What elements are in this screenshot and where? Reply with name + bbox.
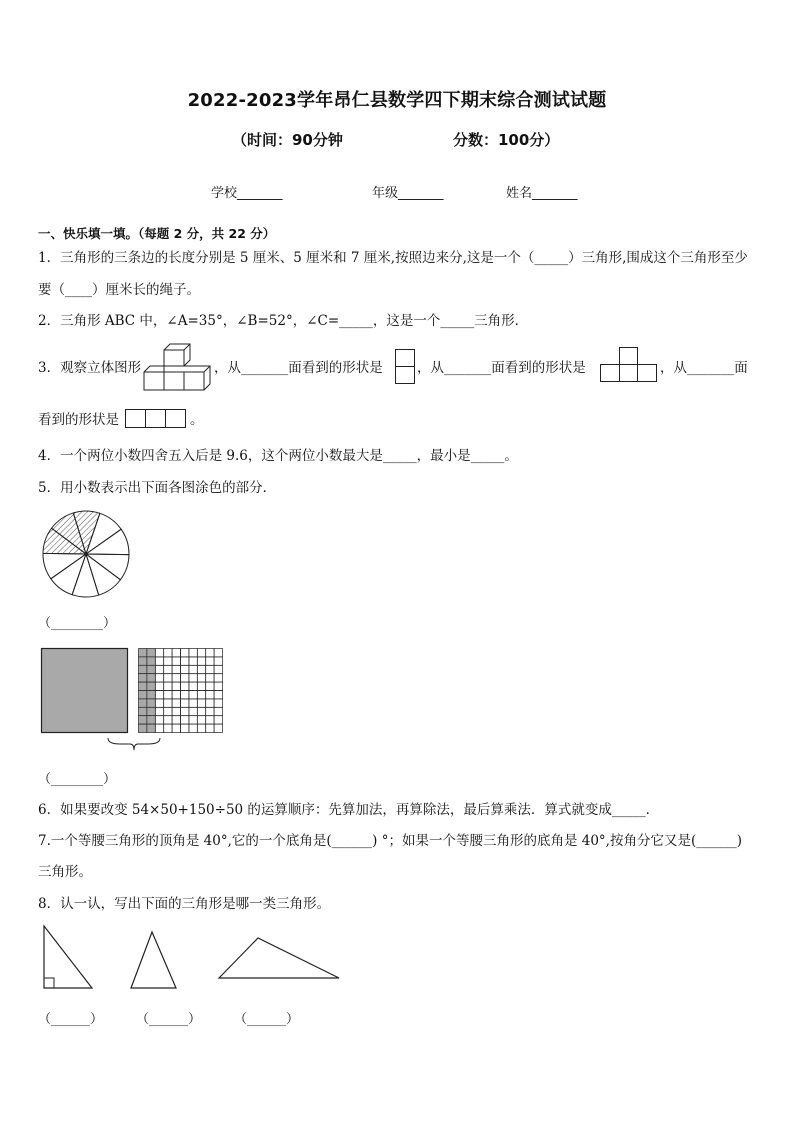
grid-cell — [147, 707, 155, 715]
grid-cell — [147, 699, 155, 707]
grid-cell — [181, 707, 189, 715]
grid-cell — [139, 699, 147, 707]
grid-cell — [155, 699, 163, 707]
grid-cell — [181, 682, 189, 690]
grid-cell — [189, 716, 197, 724]
grid-cell — [139, 724, 147, 732]
grid-cell — [164, 682, 172, 690]
grid-cell — [197, 691, 205, 699]
grid-cell — [214, 707, 222, 715]
grid-cell — [206, 665, 214, 673]
grid-cell — [147, 716, 155, 724]
grid-cell — [147, 674, 155, 682]
question-5: 5．用小数表示出下面各图涂色的部分． — [38, 480, 277, 496]
question-3-c: ，从_______面看到的形状是 — [417, 360, 586, 376]
grid-cell — [206, 707, 214, 715]
grid-cell — [181, 699, 189, 707]
grid-cell — [147, 665, 155, 673]
brace-mark — [106, 736, 162, 752]
grid-cell — [147, 657, 155, 665]
question-6: 6．如果要改变 54×50+150÷50 的运算顺序：先算加法，再算除法，最后算乘法．算式就变成_____． — [38, 802, 660, 818]
question-3-b: ，从_______面看到的形状是 — [214, 360, 383, 376]
question-5-answer-2: （________） — [38, 772, 117, 787]
grid-cell — [189, 657, 197, 665]
grid-cell — [147, 691, 155, 699]
grid-cell — [155, 707, 163, 715]
grid-cell — [189, 699, 197, 707]
question-8-answer-1: （______） — [38, 1012, 104, 1027]
shaded-circle-figure — [40, 508, 132, 600]
grid-cell — [164, 707, 172, 715]
question-3-d: ，从_______面 — [660, 360, 748, 376]
grid-cell — [189, 724, 197, 732]
view-shape-2 — [600, 347, 658, 383]
grid-cell — [164, 699, 172, 707]
grid-cell — [147, 724, 155, 732]
grid-cell — [189, 691, 197, 699]
question-8-answer-3: （______） — [234, 1012, 300, 1027]
grid-cell — [197, 707, 205, 715]
grid-cell — [206, 724, 214, 732]
grid-cell — [206, 716, 214, 724]
grid-cell — [214, 657, 222, 665]
grade-field: 年级_______ — [372, 186, 444, 201]
grid-cell — [197, 699, 205, 707]
grid-cell — [172, 716, 180, 724]
question-4: 4．一个两位小数四舍五入后是 9.6，这个两位小数最大是_____，最小是_____。 — [38, 448, 518, 464]
grid-cell — [172, 691, 180, 699]
question-5-answer-1: （________） — [38, 616, 117, 631]
grid-cell — [139, 716, 147, 724]
grid-cell — [214, 665, 222, 673]
grid-cell — [147, 649, 155, 657]
grid-cell — [155, 657, 163, 665]
question-7-line-2: 三角形。 — [38, 864, 92, 880]
question-8: 8．认一认，写出下面的三角形是哪一类三角形。 — [38, 896, 331, 912]
grid-cell — [139, 682, 147, 690]
section-title: 一、快乐填一填。（每题 2 分，共 22 分） — [38, 226, 276, 241]
grid-cell — [214, 682, 222, 690]
grid-cell — [172, 724, 180, 732]
name-field: 姓名_______ — [506, 186, 578, 201]
grid-cell — [197, 649, 205, 657]
question-3-line-2: 看到的形状是 — [38, 412, 119, 428]
grid-cell — [164, 665, 172, 673]
grid-cell — [172, 674, 180, 682]
grid-cell — [181, 665, 189, 673]
grid-cell — [139, 674, 147, 682]
grid-cell — [164, 716, 172, 724]
grid-cell — [189, 665, 197, 673]
grid-cell — [164, 657, 172, 665]
school-field: 学校_______ — [211, 186, 283, 201]
grid-cell — [206, 674, 214, 682]
grid-cell — [181, 691, 189, 699]
grid-cell — [155, 649, 163, 657]
right-triangle — [40, 924, 96, 990]
grid-cell — [139, 649, 147, 657]
grid-cell — [155, 665, 163, 673]
question-1-line-2: 要（____）厘米长的绳子。 — [38, 282, 200, 298]
grid-cell — [181, 657, 189, 665]
circle-sector — [51, 554, 86, 595]
grid-cell — [164, 724, 172, 732]
obtuse-triangle — [216, 934, 342, 980]
page-title: 2022-2023学年昂仁县数学四下期末综合测试试题 — [187, 90, 607, 111]
hundred-grid — [138, 648, 224, 736]
grid-cell — [172, 682, 180, 690]
grid-cell — [139, 657, 147, 665]
grid-cell — [214, 649, 222, 657]
grid-cell — [214, 674, 222, 682]
grid-cell — [189, 649, 197, 657]
grid-cell — [189, 707, 197, 715]
question-1-line-1: 1．三角形的三条边的长度分别是 5 厘米、5 厘米和 7 厘米,按照边来分,这是一个（_____）三角形,围成这个三角形至少 — [38, 250, 748, 266]
grid-cell — [214, 724, 222, 732]
grid-cell — [172, 699, 180, 707]
grid-cell — [206, 657, 214, 665]
view-shape-1 — [395, 349, 415, 385]
grid-cell — [214, 691, 222, 699]
question-3-a: 3．观察立体图形 — [38, 360, 142, 376]
acute-triangle — [128, 930, 180, 990]
grid-cell — [197, 716, 205, 724]
grid-cell — [147, 682, 155, 690]
grid-cell — [155, 674, 163, 682]
grid-cell — [181, 716, 189, 724]
grid-cell — [214, 699, 222, 707]
grid-cell — [172, 657, 180, 665]
grid-cell — [197, 674, 205, 682]
solid-figure — [142, 344, 214, 392]
grid-cell — [181, 674, 189, 682]
grid-cell — [206, 691, 214, 699]
question-3-end: 。 — [190, 412, 204, 428]
grid-cell — [155, 691, 163, 699]
grid-cell — [164, 691, 172, 699]
grid-cell — [164, 674, 172, 682]
grid-cell — [155, 724, 163, 732]
question-7-line-1: 7.一个等腰三角形的顶角是 40°,它的一个底角是(______) °；如果一个等腰三角形的底角是 40°,按角分它又是(______) — [38, 833, 743, 849]
grid-cell — [181, 649, 189, 657]
exam-time: （时间：90分钟 — [232, 131, 343, 149]
grid-cell — [197, 665, 205, 673]
circle-sector — [43, 553, 86, 578]
grid-cell — [155, 716, 163, 724]
grid-cell — [189, 682, 197, 690]
grid-cell — [139, 707, 147, 715]
grid-cell — [197, 682, 205, 690]
grid-cell — [197, 724, 205, 732]
circle-sector — [86, 554, 120, 595]
grid-cell — [197, 657, 205, 665]
shaded-square — [41, 648, 129, 736]
grid-cell — [172, 649, 180, 657]
grid-cell — [206, 649, 214, 657]
grid-cell — [189, 674, 197, 682]
grid-cell — [206, 682, 214, 690]
grid-cell — [139, 691, 147, 699]
grid-cell — [172, 707, 180, 715]
question-8-answer-2: （______） — [136, 1012, 202, 1027]
grid-cell — [155, 682, 163, 690]
grid-cell — [164, 649, 172, 657]
grid-cell — [172, 665, 180, 673]
question-2: 2．三角形 ABC 中，∠A=35°，∠B=52°，∠C=_____，这是一个_____三角形． — [38, 313, 529, 329]
view-shape-3 — [125, 409, 187, 429]
grid-cell — [214, 716, 222, 724]
exam-score: 分数：100分） — [453, 131, 560, 149]
grid-cell — [139, 665, 147, 673]
grid-cell — [181, 724, 189, 732]
grid-cell — [206, 699, 214, 707]
